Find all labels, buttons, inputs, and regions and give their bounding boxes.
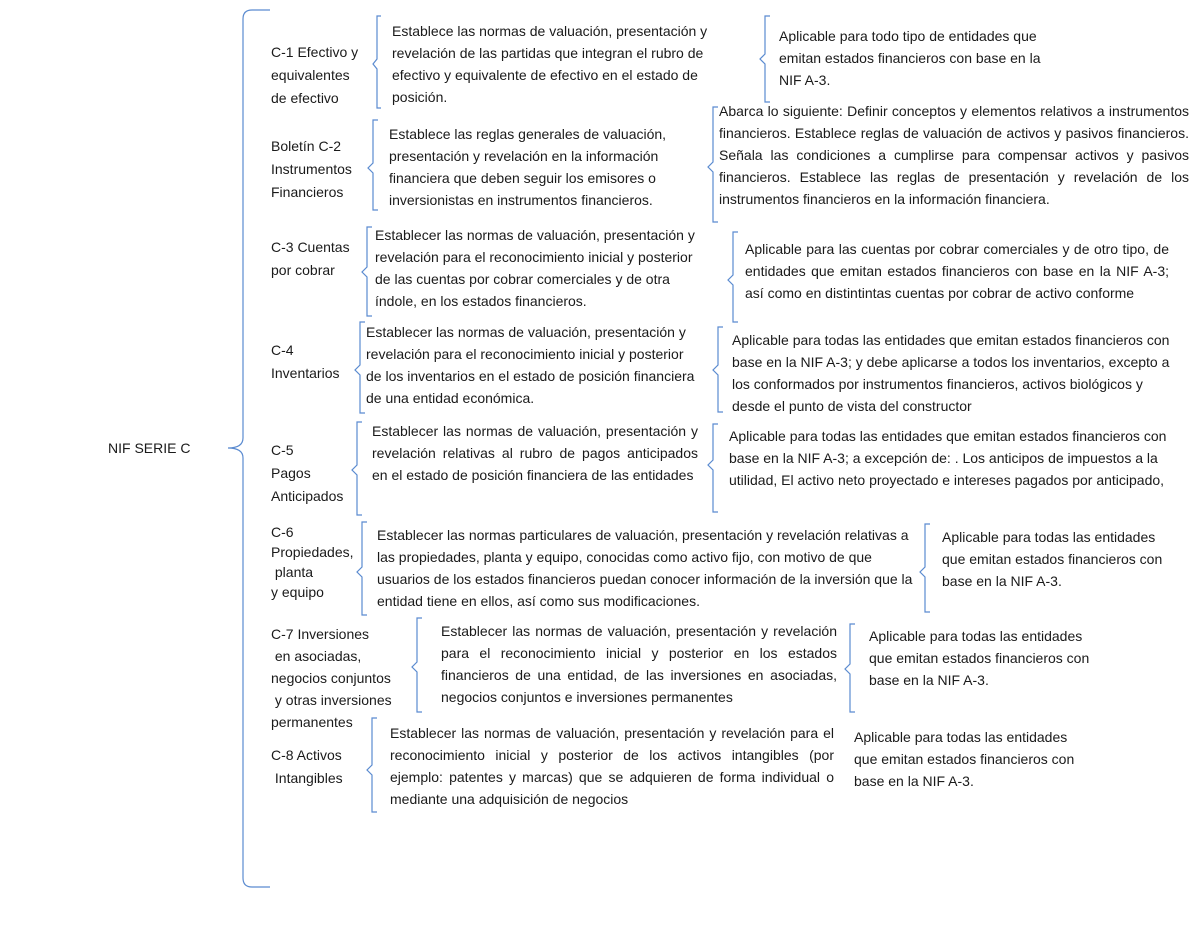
- row-5-label: [271, 439, 343, 508]
- row-1-label-bracket: [373, 16, 381, 108]
- label-line: y otras inversiones: [271, 692, 392, 708]
- row-8-description: Establecer las normas de valuación, presentación y revelación para el reconocimiento inicial y posterior de los activos intangibles (por ejemplo: patentes y marcas) que se adquieren de forma individual o mediante una adquisición de negocios: [390, 725, 834, 807]
- label-line: C-8 Activos: [271, 747, 342, 763]
- label-line: Pagos: [271, 465, 311, 481]
- label-line: Anticipados: [271, 488, 344, 504]
- row-4-description: Establecer las normas de valuación, presentación y revelación para el reconocimiento inicial y posterior de los inventarios en el estado de posición financiera de una entidad económica.: [366, 324, 695, 406]
- row-1-description: Establece las normas de valuación, presentación y revelación de las partidas que integran el rubro de efectivo y equivalente de efectivo en el estado de posición.: [392, 23, 708, 105]
- row-6-label: [271, 522, 354, 602]
- row-7-scope-bracket: [845, 624, 855, 712]
- label-line: y equipo: [271, 584, 324, 600]
- row-1-scope: Aplicable para todo tipo de entidades que emitan estados financieros con base en la NIF A-3.: [779, 28, 1041, 88]
- label-line: equivalentes: [271, 67, 350, 83]
- row-4-label-bracket: [355, 322, 365, 413]
- row-1-scope-bracket: [760, 16, 770, 102]
- label-line: Inventarios: [271, 365, 340, 381]
- row-5-scope: Aplicable para todas las entidades que emitan estados financieros con base en la NIF A-3; a excepción de: . Los anticipos de impuestos a la utilidad, El activo neto proyectado e intereses pagados por anticipado,: [729, 428, 1167, 488]
- row-2-scope: Abarca lo siguiente: Definir conceptos y elementos relativos a instrumentos financieros. Establece reglas de valuación de activos y pasivos financieros. Señala las condiciones a cumplirse para compensar activos y pasivos financieros. Establece las reglas de presentación y revelación de los instrumentos financieros en la información financiera.: [719, 103, 1189, 207]
- label-line: C-1 Efectivo y: [271, 44, 359, 60]
- row-4-label: [271, 339, 339, 385]
- row-4-scope: Aplicable para todas las entidades que emitan estados financieros con base en la NIF A-3; y debe aplicarse a todos los inventarios, excepto a los conformados por instrumentos financieros, activos biológicos y desde el punto de vista del constructor: [732, 332, 1170, 414]
- row-5-description: Establecer las normas de valuación, presentación y revelación relativas al rubro de pagos anticipados en el estado de posición financiera de las entidades: [372, 423, 698, 483]
- label-line: por cobrar: [271, 262, 335, 278]
- row-7-scope: Aplicable para todas las entidades que emitan estados financieros con base en la NIF A-3.: [869, 628, 1090, 688]
- label-line: C-3 Cuentas: [271, 239, 350, 255]
- row-3-scope: Aplicable para las cuentas por cobrar comerciales y de otro tipo, de entidades que emitan estados financieros con base en la NIF A-3; así como en distintintas cuentas por cobrar de activo conforme: [745, 241, 1169, 301]
- label-line: C-5: [271, 442, 294, 458]
- label-line: de efectivo: [271, 90, 339, 106]
- row-8-scope: Aplicable para todas las entidades que emitan estados financieros con base en la NIF A-3.: [854, 729, 1075, 789]
- row-6-scope-bracket: [920, 524, 930, 612]
- label-line: negocios conjuntos: [271, 670, 391, 686]
- label-line: C-7 Inversiones: [271, 626, 370, 642]
- row-3-label-bracket: [362, 227, 372, 316]
- row-6-description: Establecer las normas particulares de valuación, presentación y revelación relativas a las propiedades, planta y equipo, conocidas como activo fijo, con motivo de que usuarios de los estados financieros puedan conocer información de la inversión que la entidad tiene en ellos, así como sus modificaciones.: [377, 527, 913, 609]
- label-line: C-6: [271, 524, 294, 540]
- row-3-label: [271, 236, 350, 282]
- row-5-label-bracket: [352, 422, 362, 515]
- label-line: C-4: [271, 342, 294, 358]
- label-line: Propiedades,: [271, 544, 354, 560]
- row-3-scope-bracket: [728, 232, 738, 322]
- row-2-label-bracket: [368, 120, 378, 210]
- row-8-label: [271, 744, 343, 790]
- row-5-scope-bracket: [708, 424, 718, 512]
- label-line: Financieros: [271, 184, 344, 200]
- row-7-label-bracket: [412, 618, 422, 712]
- row-3-description: Establecer las normas de valuación, presentación y revelación para el reconocimiento inicial y posterior de las cuentas por cobrar comerciales y de otra índole, en los estados financieros.: [375, 227, 695, 309]
- row-2-description: Establece las reglas generales de valuación, presentación y revelación en la información financiera que deben seguir los emisores o inversionistas en instrumentos financieros.: [389, 126, 667, 208]
- label-line: Intangibles: [271, 770, 343, 786]
- main-bracket: [228, 10, 270, 887]
- row-1-label: [271, 41, 358, 110]
- label-line: en asociadas,: [271, 648, 362, 664]
- row-7-label: [271, 623, 392, 733]
- root-label: NIF SERIE C: [108, 440, 191, 456]
- row-2-scope-bracket: [708, 107, 718, 222]
- row-4-scope-bracket: [713, 327, 723, 412]
- row-6-scope: Aplicable para todas las entidades que emitan estados financieros con base en la NIF A-3.: [942, 529, 1163, 589]
- label-line: Instrumentos: [271, 161, 352, 177]
- row-7-description: Establecer las normas de valuación, presentación y revelación para el reconocimiento inicial y posterior en los estados financieros de una entidad, de las inversiones en asociadas, negocios conjuntos e inversiones permanentes: [441, 623, 837, 705]
- label-line: permanentes: [271, 714, 353, 730]
- row-6-label-bracket: [357, 522, 367, 615]
- label-line: Boletín C-2: [271, 138, 342, 154]
- row-2-label: [271, 135, 352, 204]
- label-line: planta: [271, 564, 314, 580]
